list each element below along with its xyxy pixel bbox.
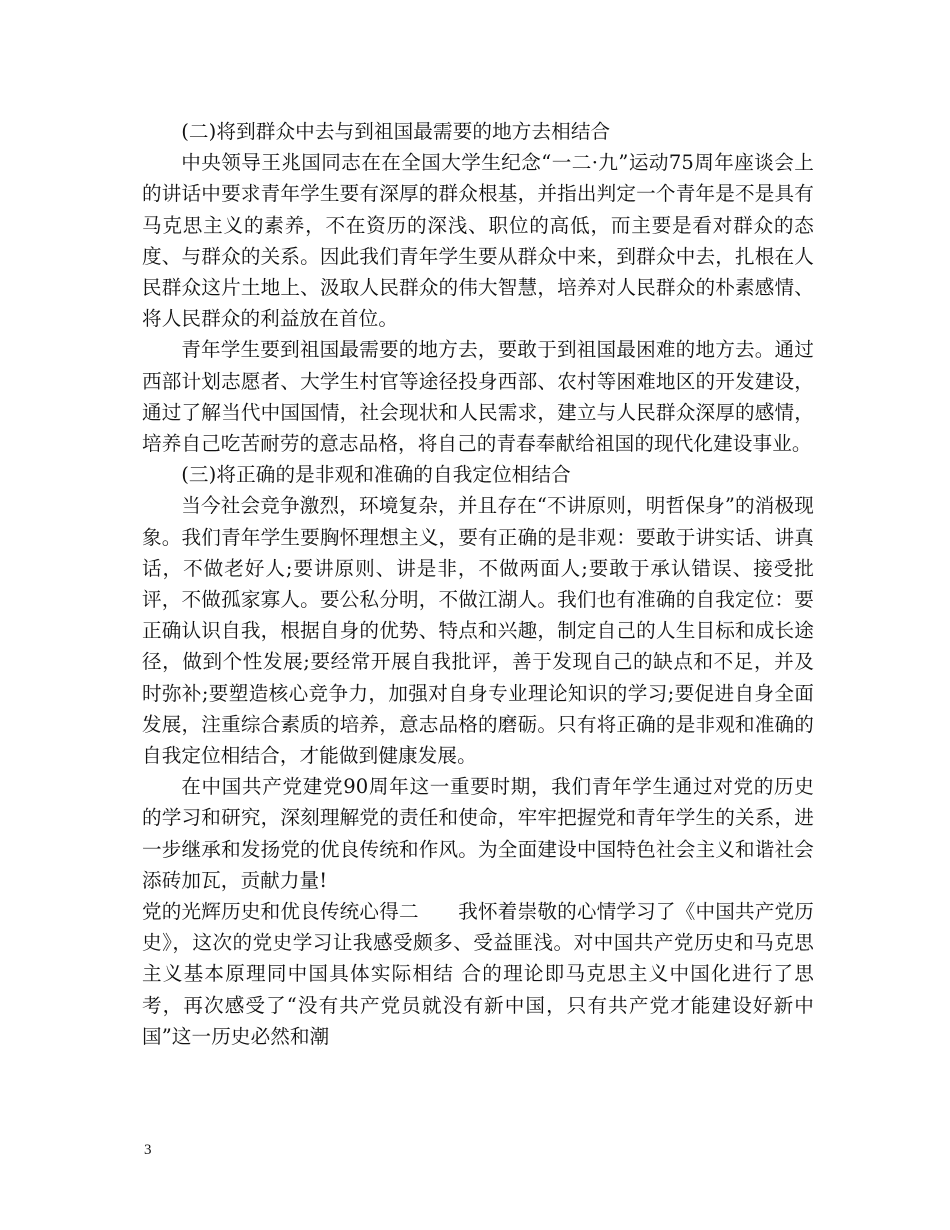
page-number: 3: [144, 1142, 152, 1158]
section-heading-3: (三)将正确的是非观和准确的自我定位相结合: [181, 463, 571, 487]
body-paragraph: 青年学生要到祖国最需要的地方去，要敢于到祖国最困难的地方去。通过西部计划志愿者、大学生村官等途径投身西部、农村等困难地区的开发建设，通过了解当代中国国情，社会现状和人民需求，建立与人民群众深厚的感情，培养自己吃苦耐劳的意志品格，将自己的青春奉献给祖国的现代化建设事业。: [142, 338, 814, 456]
body-paragraph: 中央领导王兆国同志在在全国大学生纪念“一二·九”运动75周年座谈会上的讲话中要求青年学生要有深厚的群众根基，并指出判定一个青年是不是具有马克思主义的素养，不在资历的深浅、职位的高低，而主要是看对群众的态度、与群众的关系。因此我们青年学生要从群众中来，到群众中去，扎根在人民群众这片土地上、汲取人民群众的伟大智慧，培养对人民群众的朴素感情、将人民群众的利益放在首位。: [142, 151, 814, 331]
body-paragraph-continued: 党的光辉历史和优良传统心得二 我怀着崇敬的心情学习了《中国共产党历史》，这次的党史学习让我感受颇多、受益匪浅。对中国共产党历史和马克思主义基本原理同中国具体实际相结 合的理论即马克思主义中国化进行了思考，再次感受了“没有共产党员就没有新中国，只有共产党才能建设好新中国”这一历史必然和潮: [142, 900, 814, 1048]
document-body: [142, 116, 814, 1052]
body-paragraph: 在中国共产党建党90周年这一重要时期，我们青年学生通过对党的历史的学习和研究，深刻理解党的责任和使命，牢牢把握党和青年学生的关系，进一步继承和发扬党的优良传统和作风。为全面建设中国特色社会主义和谐社会添砖加瓦，贡献力量!: [142, 775, 814, 892]
body-paragraph: 当今社会竞争激烈，环境复杂，并且存在“不讲原则，明哲保身”的消极现象。我们青年学生要胸怀理想主义，要有正确的是非观：要敢于讲实话、讲真话，不做老好人;要讲原则、讲是非，不做两面人;要敢于承认错误、接受批评，不做孤家寡人。要公私分明，不做江湖人。我们也有准确的自我定位：要正确认识自我，根据自身的优势、特点和兴趣，制定自己的人生目标和成长途径，做到个性发展;要经常开展自我批评，善于发现自己的缺点和不足，并及时弥补;要塑造核心竞争力，加强对自身专业理论知识的学习;要促进自身全面发展，注重综合素质的培养，意志品格的磨砺。只有将正确的是非观和准确的自我定位相结合，才能做到健康发展。: [142, 494, 814, 768]
section-heading-2: (二)将到群众中去与到祖国最需要的地方去相结合: [181, 120, 611, 143]
